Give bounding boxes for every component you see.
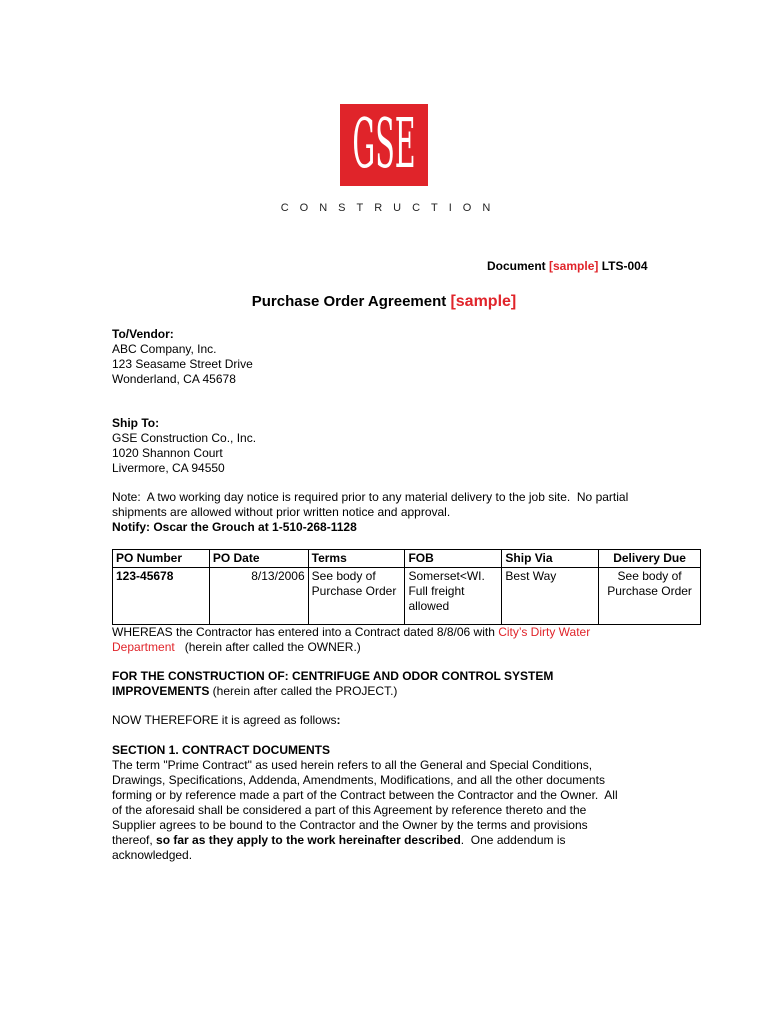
section-line: The term "Prime Contract" as used herein refers to all the General and Special Conditions,: [112, 758, 593, 772]
ship-to-line: Livermore, CA 94550: [112, 461, 225, 475]
section-line: acknowledged.: [112, 848, 193, 862]
cell-terms-line: Purchase Order: [311, 584, 397, 598]
cell-terms-line: See body of: [311, 569, 376, 583]
whereas-text: WHEREAS the Contractor has entered into a Contract dated 8/8/06 with: [112, 625, 499, 639]
document-sample-tag: [sample]: [549, 259, 599, 273]
logo-letters: GSE: [352, 105, 416, 184]
whereas-line: [112, 640, 590, 655]
table-row: [113, 568, 701, 625]
section-line: [112, 833, 618, 848]
header-po-number: PO Number: [113, 550, 210, 568]
page-title: [0, 293, 768, 311]
note-line: Note: A two working day notice is required prior to any material delivery to the job site. No partial: [112, 490, 629, 504]
section-line: forming or by reference made a part of the Contract between the Contractor and the Owner. All: [112, 788, 618, 802]
cell-fob-line: Somerset<WI.: [408, 569, 485, 583]
cell-fob: [405, 568, 502, 625]
section-last-start: thereof,: [112, 833, 157, 847]
title-main: Purchase Order Agreement: [251, 293, 447, 310]
whereas-paragraph: [112, 625, 590, 655]
section-line: Supplier agrees to be bound to the Contractor and the Owner by the terms and provisions: [112, 818, 588, 832]
header-terms: Terms: [308, 550, 405, 568]
ship-to-block: [112, 416, 256, 476]
construction-line: [112, 684, 553, 699]
title-sample-tag: [sample]: [450, 293, 517, 310]
cell-fob-line: allowed: [408, 599, 450, 613]
whereas-line: [112, 625, 590, 640]
table-header-row: [113, 550, 701, 568]
ship-to-heading: Ship To:: [112, 416, 160, 430]
ship-to-line: GSE Construction Co., Inc.: [112, 431, 257, 445]
section-line: of the aforesaid shall be considered a part of this Agreement by reference thereto and the: [112, 803, 587, 817]
vendor-heading: To/Vendor:: [112, 327, 174, 341]
cell-delivery-line: Purchase Order: [607, 584, 692, 598]
vendor-line: 123 Seasame Street Drive: [112, 357, 253, 371]
note-line: shipments are allowed without prior written notice and approval.: [112, 505, 451, 519]
owner-suffix: (herein after called the OWNER.): [174, 640, 361, 654]
header-fob: FOB: [405, 550, 502, 568]
cell-delivery-line: See body of: [617, 569, 682, 583]
company-logo: [268, 90, 502, 226]
cell-po-number: 123-45678: [113, 568, 210, 625]
header-ship-via: Ship Via: [502, 550, 599, 568]
section-1: [112, 743, 618, 863]
construction-paragraph: [112, 669, 553, 699]
document-code: LTS-004: [601, 259, 648, 273]
owner-name-cont: Department: [112, 640, 175, 654]
document-number: [487, 259, 648, 273]
vendor-line: ABC Company, Inc.: [112, 342, 217, 356]
construction-rest: (herein after called the PROJECT.): [209, 684, 398, 698]
note-block: [112, 490, 628, 535]
cell-terms: [308, 568, 405, 625]
cell-ship-via: Best Way: [502, 568, 599, 625]
section-last-bold: so far as they apply to the work hereinafter described: [156, 833, 461, 847]
logo-wordmark: CONSTRUCTION: [280, 202, 502, 214]
header-delivery-due: Delivery Due: [599, 550, 701, 568]
construction-line: FOR THE CONSTRUCTION OF: CENTRIFUGE AND ODOR CONTROL SYSTEM: [112, 669, 554, 683]
now-therefore-colon: :: [336, 713, 341, 727]
construction-bold: IMPROVEMENTS: [112, 684, 210, 698]
header-po-date: PO Date: [209, 550, 308, 568]
section-last-end: . One addendum is: [460, 833, 566, 847]
po-table: [112, 549, 701, 625]
now-therefore-paragraph: [112, 713, 341, 728]
vendor-line: Wonderland, CA 45678: [112, 372, 236, 386]
section-heading: SECTION 1. CONTRACT DOCUMENTS: [112, 743, 331, 757]
notify-line: Notify: Oscar the Grouch at 1-510-268-1128: [112, 520, 357, 534]
cell-delivery-due: [599, 568, 701, 625]
vendor-block: [112, 327, 253, 387]
cell-fob-line: Full freight: [408, 584, 465, 598]
cell-po-date: 8/13/2006: [209, 568, 308, 625]
section-line: Drawings, Specifications, Addenda, Amendments, Modifications, and all the other documents: [112, 773, 605, 787]
owner-name: City’s Dirty Water: [498, 625, 591, 639]
document-prefix: Document: [487, 259, 546, 273]
ship-to-line: 1020 Shannon Court: [112, 446, 223, 460]
now-therefore-text: NOW THEREFORE it is agreed as follows: [112, 713, 337, 727]
